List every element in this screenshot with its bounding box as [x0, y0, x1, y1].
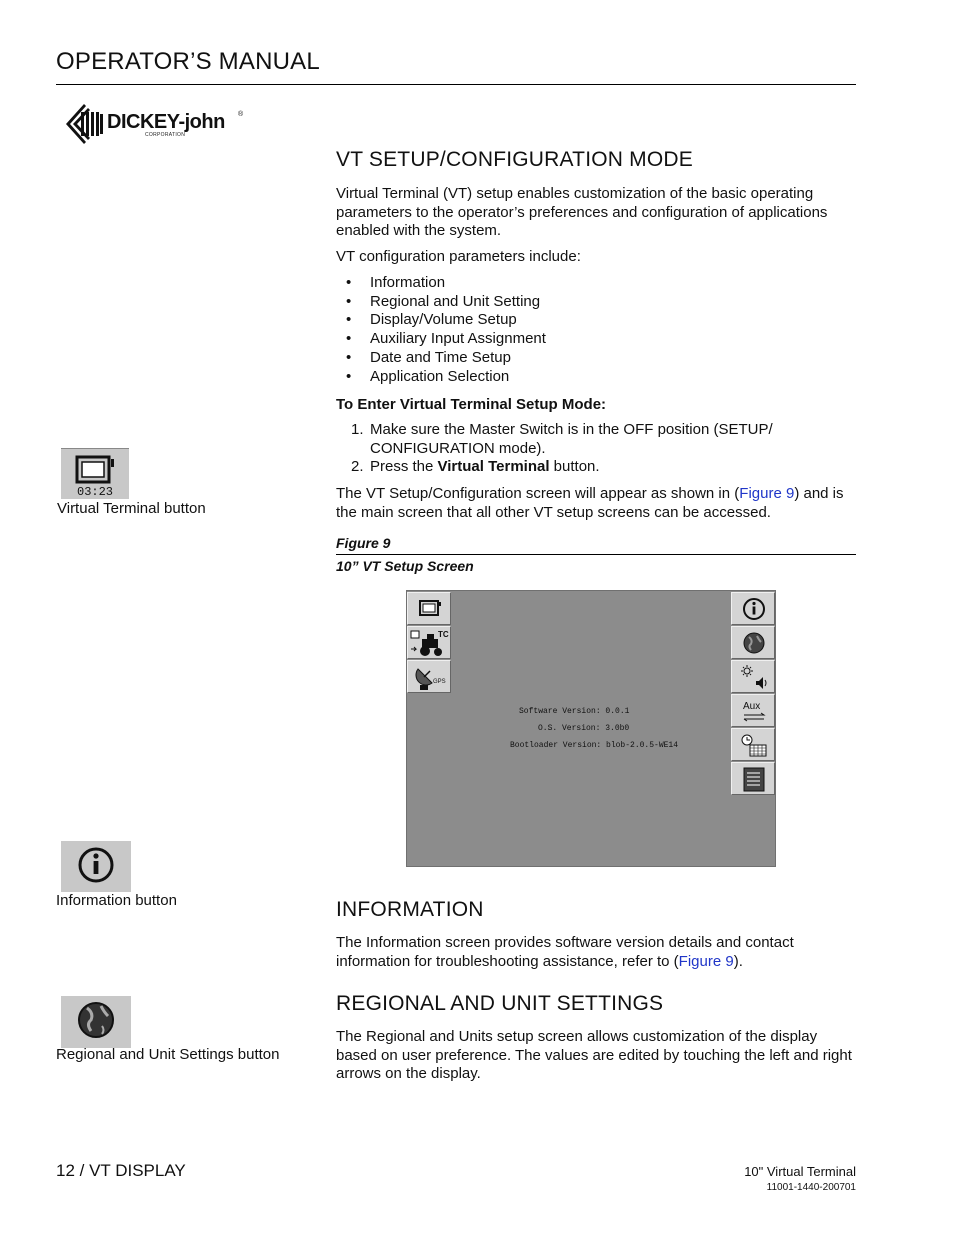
logo-mark-icon	[64, 102, 104, 146]
page-number: 12 / VT DISPLAY	[56, 1161, 186, 1180]
header-divider	[56, 84, 856, 85]
section-title-regional: REGIONAL AND UNIT SETTINGS	[336, 992, 664, 1015]
section-title-vt-setup: VT SETUP/CONFIGURATION MODE	[336, 148, 693, 171]
bootloader-version: Bootloader Version: blob-2.0.5-WE14	[510, 741, 679, 750]
manual-title: OPERATOR’S MANUAL	[56, 48, 320, 75]
figure-divider	[336, 554, 856, 555]
vt-setup-screen	[406, 590, 776, 867]
step-text-bold: Virtual Terminal	[437, 458, 550, 476]
information-button-caption: Information button	[56, 892, 177, 909]
list-item: • Auxiliary Input Assignment	[346, 330, 546, 349]
software-version: Software Version: 0.0.1	[519, 707, 630, 716]
step-text-post: button.	[549, 458, 600, 476]
aux-icon	[732, 695, 776, 728]
figure-caption: 10” VT Setup Screen	[336, 558, 474, 574]
virtual-terminal-icon	[408, 593, 452, 626]
logo-wordmark: DICKEY-john	[107, 111, 225, 133]
paragraph-text: ) and is the main screen that all other VT setup screens can be accessed.	[336, 485, 844, 521]
product-name: 10" Virtual Terminal	[744, 1164, 856, 1179]
vt-setup-intro: Virtual Terminal (VT) setup enables customization of the basic operating parameters to the operator’s preferences and configuration of applications enabled with the system.	[336, 185, 828, 240]
satellite-dish-icon	[408, 661, 452, 694]
virtual-terminal-button-image	[61, 448, 129, 499]
paragraph-text: ).	[733, 952, 743, 970]
figure-link[interactable]: Figure 9	[678, 952, 734, 970]
regional-body: The Regional and Units setup screen allows customization of the display based on user preference. The values are edited by touching the left and right arrows on the display.	[336, 1028, 852, 1083]
regional-button-caption: Regional and Unit Settings button	[56, 1046, 280, 1063]
brightness-volume-icon	[732, 661, 776, 694]
paragraph-text: The VT Setup/Configuration screen will appear as shown in (	[336, 485, 740, 502]
list-icon	[732, 763, 776, 796]
figure-reference-paragraph	[336, 485, 856, 522]
vt-virtual-terminal-button[interactable]	[407, 592, 451, 625]
tc-label: TC	[438, 630, 449, 639]
gps-label: GPS	[433, 679, 446, 685]
section-title-information: INFORMATION	[336, 898, 484, 921]
list-item: • Display/Volume Setup	[346, 311, 546, 330]
params-list	[346, 274, 546, 386]
step-number: 1.	[351, 421, 364, 438]
list-item: • Information	[346, 274, 546, 293]
params-lead: VT configuration parameters include:	[336, 248, 581, 265]
logo-corporation: CORPORATION	[145, 132, 186, 138]
step-text: Make sure the Master Switch is in the OFF position (SETUP/ CONFIGURATION mode).	[370, 421, 773, 457]
step-item	[346, 421, 816, 458]
paragraph-text: The Information screen provides software version details and contact information for troubleshooting assistance, refer to (	[336, 934, 794, 970]
virtual-terminal-button-caption: Virtual Terminal button	[57, 500, 206, 517]
clock-calendar-icon	[732, 729, 776, 762]
tractor-icon	[408, 627, 452, 660]
os-version: O.S. Version: 3.0b0	[538, 724, 630, 733]
list-item: • Date and Time Setup	[346, 349, 546, 368]
dickey-john-logo	[64, 101, 249, 147]
figure-number: Figure 9	[336, 535, 391, 551]
step-text-pre: Press the	[370, 458, 438, 476]
step-number: 2.	[351, 458, 364, 476]
regional-button-image	[61, 996, 131, 1048]
vt-aux-button[interactable]	[731, 694, 775, 727]
steps-heading: To Enter Virtual Terminal Setup Mode:	[336, 396, 607, 413]
vt-display-volume-button[interactable]	[731, 660, 775, 693]
globe-icon	[61, 996, 131, 1048]
information-button-image	[61, 841, 131, 892]
globe-icon	[732, 627, 776, 660]
vt-regional-button[interactable]	[731, 626, 775, 659]
list-item: • Regional and Unit Setting	[346, 293, 546, 312]
logo-registered: ®	[238, 111, 244, 118]
vt-button-time: 03:23	[77, 485, 114, 499]
figure-link[interactable]: Figure 9	[739, 485, 795, 502]
steps-list	[346, 421, 816, 477]
document-number: 11001-1440-200701	[766, 1182, 856, 1193]
information-body	[336, 934, 856, 971]
information-icon	[732, 593, 776, 626]
vt-gps-button[interactable]	[407, 660, 451, 693]
vt-date-time-button[interactable]	[731, 728, 775, 761]
vt-information-button[interactable]	[731, 592, 775, 625]
vt-task-controller-button[interactable]	[407, 626, 451, 659]
vt-application-button[interactable]	[731, 762, 775, 795]
list-item: • Application Selection	[346, 368, 546, 387]
information-icon	[61, 841, 131, 892]
aux-label: Aux	[743, 701, 761, 712]
step-item	[346, 458, 816, 477]
